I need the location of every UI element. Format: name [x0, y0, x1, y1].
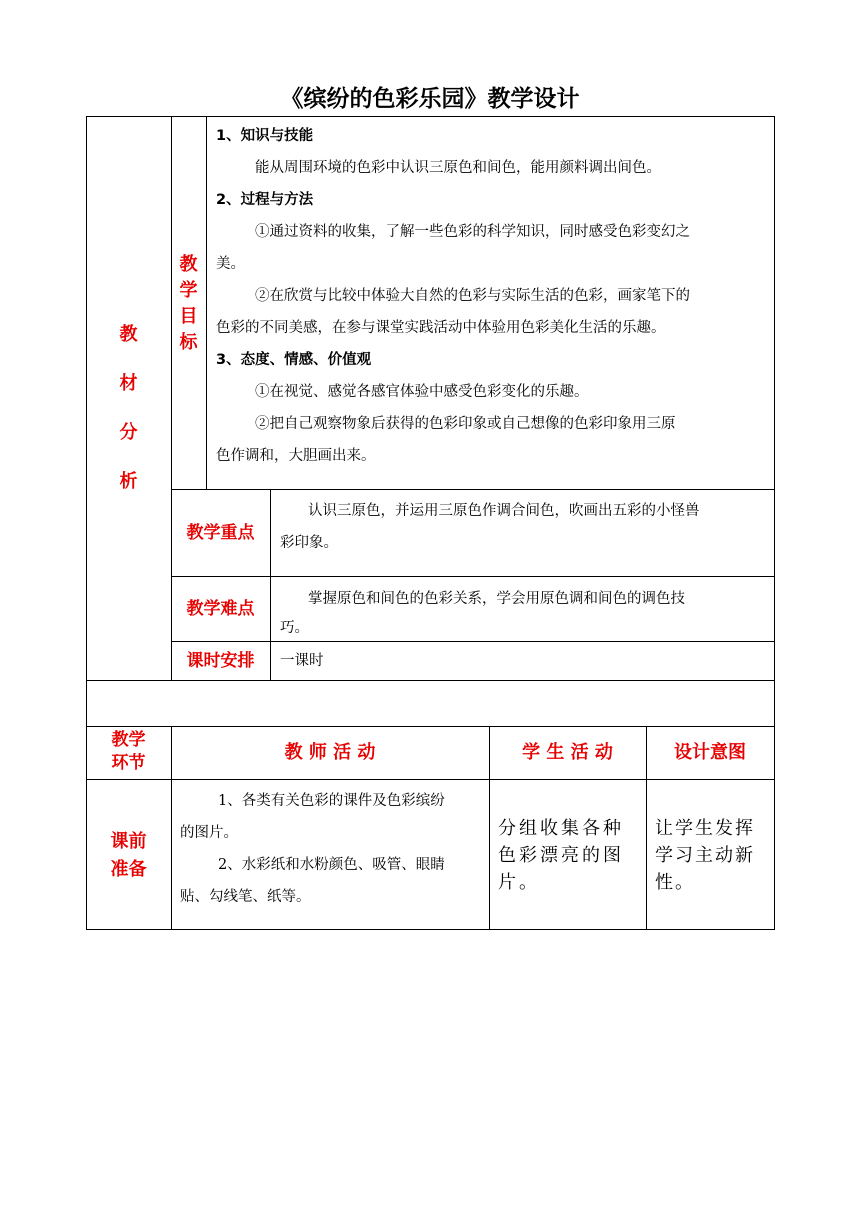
- teacher-activity-text: 2、水彩纸和水粉颜色、吸管、眼睛: [218, 857, 445, 873]
- prep-label-line: 课前: [110, 831, 147, 852]
- key-points-text: 认识三原色，并运用三原色作调合间色，吹画出五彩的小怪兽: [308, 503, 700, 519]
- teacher-activity-text: 1、各类有关色彩的课件及色彩缤纷: [218, 793, 445, 809]
- section-heading: 1、知识与技能: [216, 128, 314, 144]
- header-stage-line: 教学: [111, 730, 146, 750]
- objectives-label: [171, 252, 206, 356]
- objective-text: ②在欣赏与比较中体验大自然的色彩与实际生活的色彩，画家笔下的: [255, 288, 690, 304]
- objective-text: 能从周围环境的色彩中认识三原色和间色，能用颜料调出间色。: [255, 160, 661, 176]
- header-intent: 设计意图: [674, 742, 746, 763]
- objectives-label-char: 学: [179, 280, 198, 301]
- objective-text: 美。: [216, 256, 245, 272]
- analysis-label-char: 分: [119, 422, 138, 443]
- student-activity-text: 分组收集各种: [498, 818, 624, 839]
- objectives-label-char: 标: [179, 332, 198, 353]
- design-intent-text: 让学生发挥: [655, 818, 755, 839]
- header-student: 学 生 活 动: [522, 742, 613, 763]
- header-stage-line: 环节: [111, 753, 146, 773]
- objectives-label-char: 目: [179, 306, 198, 327]
- teacher-activity-text: 的图片。: [180, 825, 238, 841]
- objective-text: 色彩的不同美感，在参与课堂实践活动中体验用色彩美化生活的乐趣。: [216, 320, 666, 336]
- page-title: 《缤纷的色彩乐园》教学设计: [280, 86, 580, 112]
- student-activity-text: 色彩漂亮的图: [498, 845, 624, 866]
- key-points-text: 彩印象。: [280, 535, 338, 551]
- analysis-label: [86, 310, 171, 506]
- section-heading: 2、过程与方法: [216, 192, 314, 208]
- student-activity-text: 片。: [498, 872, 540, 893]
- key-points-label: 教学重点: [186, 523, 255, 543]
- design-intent-text: 性。: [655, 872, 695, 893]
- objective-text: ②把自己观察物象后获得的色彩印象或自己想像的色彩印象用三原: [255, 416, 676, 432]
- design-intent-text: 学习主动新: [655, 845, 755, 866]
- prep-label-line: 准备: [110, 859, 147, 880]
- difficulties-text: 巧。: [280, 620, 309, 636]
- header-stage: [86, 729, 171, 775]
- difficulties-text: 掌握原色和间色的色彩关系，学会用原色调和间色的调色技: [308, 591, 685, 607]
- prep-label: [86, 828, 171, 884]
- analysis-label-char: 材: [119, 373, 138, 394]
- difficulties-label: 教学难点: [186, 599, 255, 619]
- schedule-value: 一课时: [280, 653, 324, 669]
- prep-student-activity: [498, 815, 624, 896]
- objective-text: ①通过资料的收集，了解一些色彩的科学知识，同时感受色彩变幻之: [255, 224, 690, 240]
- objective-text: 色作调和，大胆画出来。: [216, 448, 376, 464]
- objectives-label-char: 教: [179, 254, 198, 275]
- analysis-label-char: 析: [119, 471, 138, 492]
- analysis-label-char: 教: [119, 324, 138, 345]
- objective-text: ①在视觉、感觉各感官体验中感受色彩变化的乐趣。: [255, 384, 589, 400]
- header-teacher: 教 师 活 动: [284, 742, 376, 763]
- teacher-activity-text: 贴、勾线笔、纸等。: [180, 889, 311, 905]
- prep-design-intent: [655, 815, 755, 896]
- section-heading: 3、态度、情感、价值观: [216, 352, 372, 368]
- schedule-label: 课时安排: [186, 651, 255, 671]
